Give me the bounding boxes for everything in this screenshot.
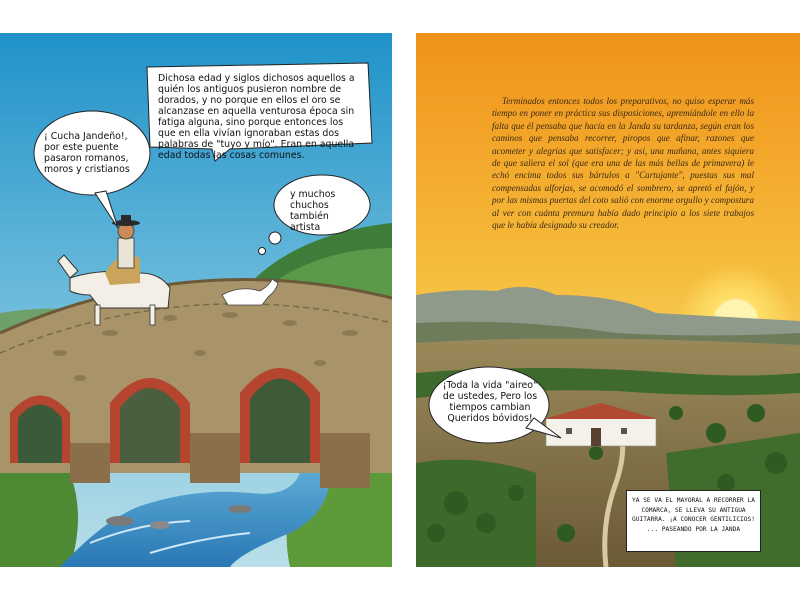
caption-box	[626, 490, 761, 552]
dog-bubble-text: y muchos chuchos también artista	[290, 189, 336, 233]
narration-text: Terminados entonces todos los preparativos, no quiso esperar más tiempo en poner en práctica sus disposiciones, apremiándole en ello la falta que él pensaba que hacía en la Janda su tardanza, según eran los caminos que pensaba recorrer, piropos que afinar, razones que acometer y alegrías que satisfacer; y así, una mañana, antes siquiera de que saliera el sol (que era una de las más bellas de primavera) le echó encima todos sus bártulos a "Cartujante", puestas sus mal compensadas alforjas, se acomodó el sombrero, se apretó el fajón, y por las mismas puertas del coto salió con enorme orgullo y compostura al ver con cuánta premura había dado principio a los siete trabajos que le había designado su creador.	[492, 96, 754, 231]
caption-text: YA SE VA EL MAYORAL A RECORRER LA COMARCA, SE LLEVA SU ANTIGUA GUITARRA. ¡A CONOCER GENTILICIOS! ... PASEANDO POR LA JANDA	[632, 497, 755, 533]
speech-bubble-text: ¡Toda la vida "aireo" de ustedes, Pero los tiempos cambian Queridos bóvidos!	[442, 380, 538, 424]
left-comic-page	[0, 33, 392, 567]
right-comic-page	[416, 33, 800, 567]
narration-bubble-text: Dichosa edad y siglos dichosos aquellos a quién los antiguos pusieron nombre de dorados, y no porque en ellos el oro se alcanzase en aquella venturosa época sin fatiga alguna, sino porque entonces los que en ella vivían ignoraban estas dos palabras de "tuyo y mío". Eran en aquella edad todas las cosas comunes.	[158, 73, 355, 161]
rider-bubble-text: ¡ Cucha Jandeño!, por este puente pasaron romanos, moros y cristianos	[44, 131, 130, 175]
